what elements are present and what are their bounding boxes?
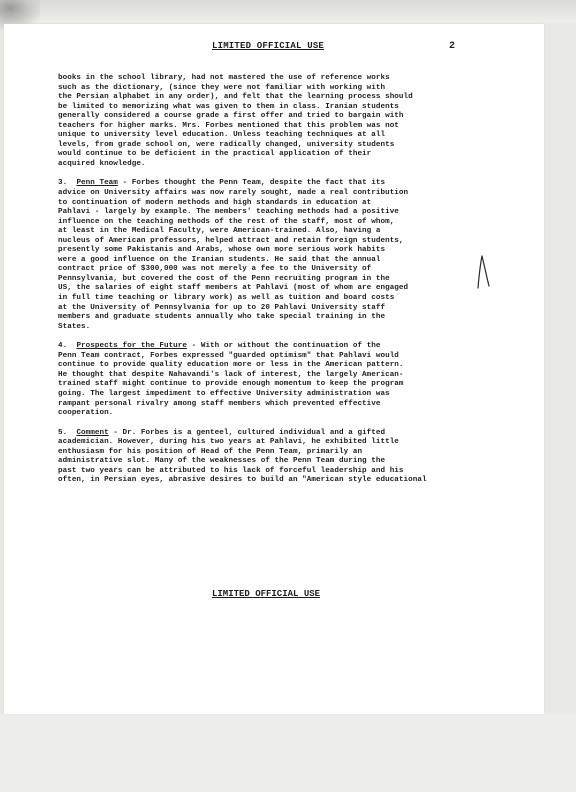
- text-line: influence on the teaching methods of the rest of the staff, most of whom,: [58, 217, 395, 226]
- paragraph-continuation: [58, 74, 500, 169]
- text-line: contract price of $300,000 was not merely a fee to the University of: [58, 265, 372, 274]
- paragraph-number: 3.: [58, 179, 68, 188]
- text-line: academician. However, during his two years at Pahlavi, he exhibited little: [58, 438, 399, 447]
- text-line: such as the dictionary, (since they were not familiar with working with: [58, 83, 386, 92]
- text-line: at least in the Medical Faculty, were American-trained. Also, having a: [58, 227, 381, 236]
- text-line: He thought that despite Nahavandi's lack of interest, the largely American-: [58, 370, 404, 379]
- document-body: [58, 74, 500, 496]
- text-line: books in the school library, had not mastered the use of reference works: [58, 74, 390, 82]
- section-heading: Penn Team: [76, 179, 118, 188]
- section-heading: Prospects for the Future: [76, 342, 188, 351]
- paragraph-prospects: [58, 342, 500, 418]
- text-line: acquired knowledge.: [58, 159, 146, 168]
- text-line: nucleus of American professors, helped attract and retain foreign students,: [58, 236, 404, 245]
- text-fragment: - With or without the continuation of the: [187, 342, 381, 351]
- text-line: to continuation of modern methods and high standards in education at: [58, 198, 372, 207]
- text-line: generally considered a course grade a first offer and tried to bargain with: [58, 112, 404, 121]
- text-line: the Persian alphabet in any order), and felt that the learning process should: [58, 93, 413, 102]
- text-line: teachers for higher marks. Mrs. Forbes mentioned that this problem was not: [58, 121, 399, 130]
- text-line: past two years can be attributed to his lack of forceful leadership and his: [58, 466, 404, 475]
- text-line: cooperation.: [58, 409, 114, 418]
- text-line: were a good influence on the Iranian students. He said that the annual: [58, 255, 381, 264]
- text-line: be limited to memorizing what was given to them in class. Iranian students: [58, 102, 399, 111]
- text-line: advice on University affairs was now rarely sought, made a real contribution: [58, 189, 409, 198]
- text-line: US, the salaries of eight staff members at Pahlavi (most of whom are engaged: [58, 284, 409, 293]
- text-line: going. The largest impediment to effective University administration was: [58, 389, 390, 398]
- text-line: trained staff might continue to provide enough momentum to keep the program: [58, 380, 404, 389]
- text-fragment: - Forbes thought the Penn Team, despite the fact that its: [117, 179, 386, 188]
- text-line: unique to university level education. Unless teaching techniques at all: [58, 131, 386, 140]
- classification-header: LIMITED OFFICIAL USE: [212, 41, 325, 51]
- text-fragment: - Dr. Forbes is a genteel, cultured individual and a gifted: [108, 428, 386, 437]
- page-number: 2: [449, 41, 456, 52]
- section-heading: Comment: [76, 428, 109, 437]
- paragraph-number: 5.: [58, 428, 68, 437]
- text-line: presently some Pakistanis and Arabs, whose own more serious work habits: [58, 246, 386, 255]
- text-line: at the University of Pennsylvania for up to 20 Pahlavi University staff: [58, 303, 386, 312]
- scan-edge: [0, 0, 576, 22]
- classification-footer: LIMITED OFFICIAL USE: [212, 589, 321, 599]
- text-line: members and graduate students annually who take special training in the: [58, 313, 386, 322]
- text-line: often, in Persian eyes, abrasive desires to build an "American style educational: [58, 476, 427, 485]
- handwritten-margin-mark: [474, 252, 494, 292]
- text-line: Pahlavi - largely by example. The members' teaching methods had a positive: [58, 208, 399, 217]
- text-line: Pennsylvania, but covered the cost of the Penn recruiting program in the: [58, 274, 390, 283]
- text-line: enthusiasm for his position of Head of the Penn Team, primarily an: [58, 447, 363, 456]
- text-line: administrative slot. Many of the weaknesses of the Penn Team during the: [58, 457, 386, 466]
- text-line: Penn Team contract, Forbes expressed "guarded optimism" that Pahlavi would: [58, 351, 399, 360]
- paragraph-penn-team: [58, 179, 500, 332]
- text-line: rampant personal rivalry among staff members which prevented effective: [58, 399, 381, 408]
- paragraph-comment: [58, 429, 500, 486]
- text-line: in full time teaching or library work) as well as tuition and board costs: [58, 294, 395, 303]
- text-line: levels, from grade school on, were radically changed, university students: [58, 140, 395, 149]
- scanner-bed: [0, 714, 576, 792]
- text-line: continue to provide quality education more or less in the American pattern.: [58, 361, 404, 370]
- text-line: [58, 342, 500, 352]
- text-line: would continue to be deficient in the practical application of their: [58, 150, 372, 159]
- text-line: [58, 429, 500, 439]
- paragraph-number: 4.: [58, 342, 68, 351]
- text-line: States.: [58, 322, 91, 331]
- text-line: [58, 179, 500, 189]
